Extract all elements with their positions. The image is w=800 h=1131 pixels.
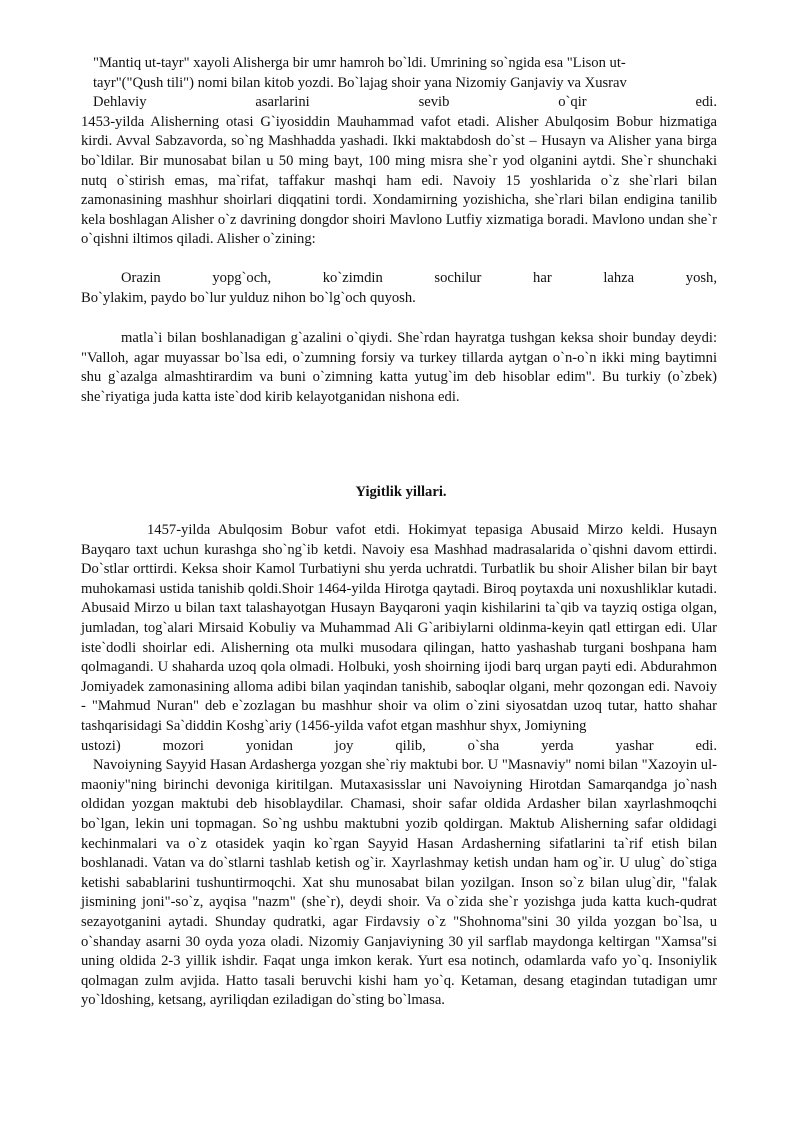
paragraph-line: Dehlaviy asarlarini sevib o`qir edi. [93,94,717,111]
spacer [81,502,717,521]
document-page [81,54,717,1011]
spacer [81,308,717,329]
verse-block [81,269,717,308]
spacer [81,250,717,269]
paragraph-youth-last-line: ustozi) mozori yonidan joy qilib, o`sha yerda yashar edi. [81,737,717,754]
paragraph-letter: Navoiyning Sayyid Hasan Ardasherga yozgan she`riy maktubi bor. U "Masnaviy" nomi bilan "Xazoyin ul-maoniy"ning birinchi devoniga kiritilgan. Mutaxasisslar uni Navoiyning Hirotdan Samarqandga jo`nash oldidan yozgan maktubi deb hisoblaydilar. Chamasi, shoir safar oldida Ardasher bilan xayrlashmoqchi bo`lgan, lekin uni topmagan. So`ng ushbu maktubni yozib qoldirgan. Maktub Alisherning safar oldidagi kechinmalari va o`z otasidek yaqin ko`rgan Sayyid Hasan Ardasherning sifatlarini ta`rif etish bilan boshlanadi. Vatan va do`stlarni tashlab ketish og`ir. Xayrlashmay ketish undan ham og`ir. U ulug` do`stiga ketishi sabablarini tushuntirmoqchi. Xat shu munosabat bilan yozilgan. Inson so`z bilan ulug`dir, "falak jismining joni"-so`z, ayqisa "nazm" (she`r), deydi shoir. Va o`zida she`r yozishga juda katta kuch-qudrat sezayotganini aytadi. Shunday qudratki, agar Firdavsiy o`z "Shohnoma"sini 30 yilda yozgan bo`lsa, u o`shanday asarni 30 oyda yoza oladi. Nizomiy Ganjaviyning 30 yil sarflab maydonga keltirgan "Xamsa"si uning oldida 2-3 yillik ishdir. Faqat unga imkon kerak. Yurt esa notinch, odamlarda vafo yo`q. Insoniylik qolmagan zulm avjida. Hatto tasali beruvchi kishi ham yo`q. Ketaman, desang etagindan tutadigan umr yo`ldoshing, ketsang, ayriliqdan eziladigan do`sting bo`lmasa. [81,757,717,1009]
paragraph-youth-body: 1457-yilda Abulqosim Bobur vafot etdi. Hokimyat tepasiga Abusaid Mirzo keldi. Husayn Bayqaro taxt uchun kurashga sho`ng`ib ketdi. Navoiy esa Mashhad madrasalarida o`qishni davom ettirdi. Do`stlar orttirdi. Keksa shoir Kamol Turbatiyni shu yerda uchratdi. Turbatlik bu shoir Alisher bilan bir bayt muhokamasi ustida tanishib qoldi.Shoir 1464-yilda Hirotga qaytadi. Biroq poytaxda uni noxushliklar kutadi. Abusaid Mirzo u bilan taxt talashayotgan Husayn Bayqaroni yaqin kishilarini ta`qib va tayziq ostiga olgan, jumladan, tog`alari Mirsaid Kobuliy va Muhammad Ali G`aribiylarni oldinma-keyin qatl ettirgan edi. Ular iste`dodli shoirlar edi. Alisherning ota mulki musodara qilingan, hatto yashashab turgani boshpana ham qolmagandi. U shaharda uzoq qola olmadi. Holbuki, yosh shoirning ijodi barq urgan payti edi. Abdurahmon Jomiyadek zamonasining alloma adibi bilan yaqindan tanishib, saboqlar olgani, mehr qozongan edi. Navoiy - "Mahmud Nuran" deb e`zozlagan bu mashhur shoir va olim o`zini siyosatdan uzoq tutar, hatto shahar tashqarisidagi Sa`diddin Koshg`ariy (1456-yilda vafot etgan mashhur shyx, Jomiyning [81,522,717,735]
paragraph-line: "Mantiq ut-tayr" xayoli Alisherga bir umr hamroh bo`ldi. Umrining so`ngida esa "Lison ut- [93,55,626,71]
section-heading: Yigitlik yillari. [355,483,447,500]
verse-line-2: Bo`ylakim, paydo bo`lur yulduz nihon bo`lg`och quyosh. [81,289,416,306]
paragraph-mantiq [81,54,717,113]
verse-line-1: Orazin yopg`och, ko`zimdin sochilur har lahza yosh, [121,269,717,286]
paragraph-childhood: 1453-yilda Alisherning otasi G`iyosiddin Mauhammad vafot etadi. Alisher Abulqosim Bobur hizmatiga kirdi. Avval Sabzavorda, so`ng Mashhadda yashadi. Ikki maktabdosh do`st – Husayn va Alisher yana birga bo`ldilar. Bir munosabat bilan u 50 ming bayt, 100 ming misra she`r yod olganini aytdi. She`r shunchaki nutq o`stirish emas, ma`rifat, taffakur mashqi ham edi. Navoiy 15 yoshlarida o`z she`rlari bilan zamonasining mashhur shoirlari diqqatini tordi. Xondamirning yozishicha, she`rlari bilan endigina tanilib kela boshlagan Alisher o`z davrining dongdor shoiri Mavlono Lutfiy xizmatiga boradi. Mavlono undan she`r o`qishni iltimos qiladi. Alisher o`zining: [81,113,717,248]
paragraph-youth [81,521,717,756]
spacer [81,408,717,483]
paragraph-line: tayr"("Qush tili") nomi bilan kitob yozdi. Bo`lajag shoir yana Nizomiy Ganjaviy va Xusrav [93,74,627,91]
paragraph-lutfiy: matla`i bilan boshlanadigan g`azalini o`qiydi. She`rdan hayratga tushgan keksa shoir bunday deydi: "Valloh, agar muyassar bo`lsa edi, o`zumning forsiy va turkey tillarda aytgan o`n-o`n ikki ming baytimni shu g`azalga almashtirardim va buni o`zimning katta yutug`im deb hisoblar edim". Bu turkiy (o`zbek) she`riyatiga juda katta iste`dod kirib kelayotganidan nishona edi. [81,330,717,405]
